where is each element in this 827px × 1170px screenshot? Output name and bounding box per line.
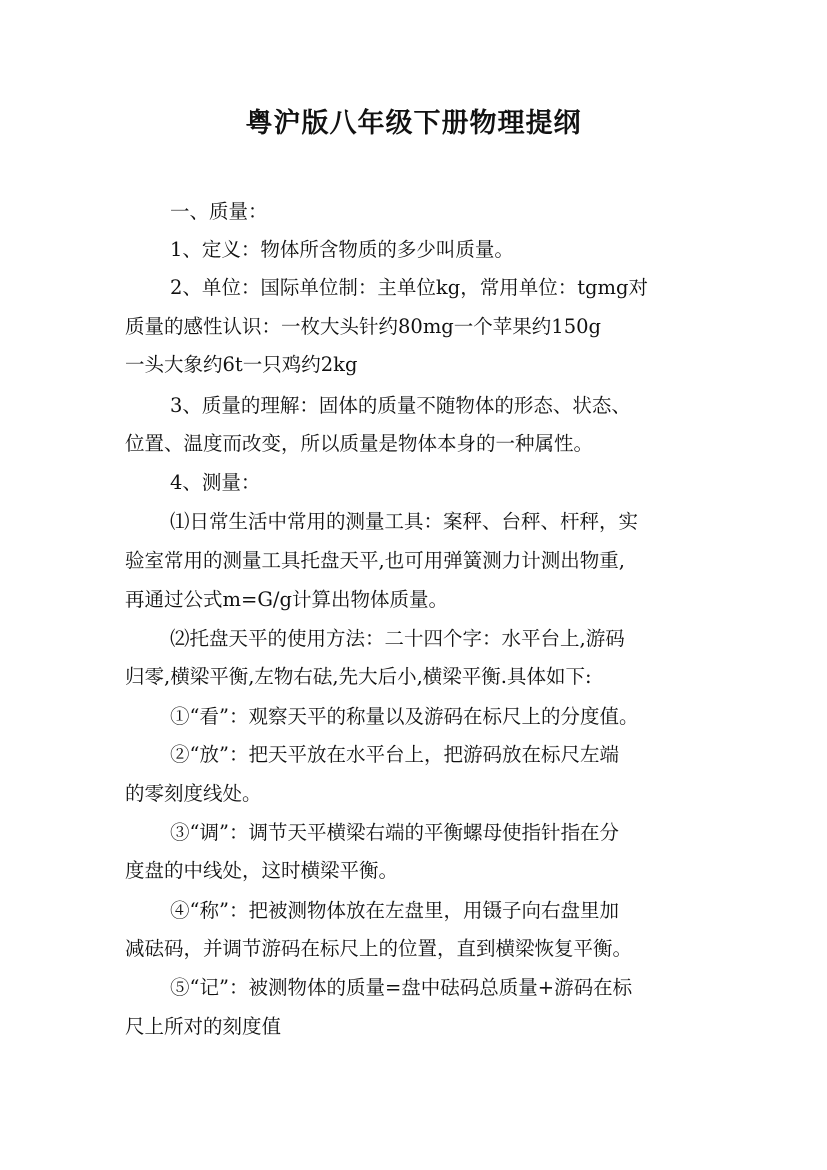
step-weigh-line-1: ④“称”：把被测物体放在左盘里，用镊子向右盘里加 [170, 899, 619, 922]
section-heading-mass: 一、质量： [170, 200, 268, 223]
step-adjust-line-2: 度盘的中线处，这时横梁平衡。 [125, 859, 399, 882]
step-record-line-2: 尺上所对的刻度值 [125, 1015, 282, 1038]
step-adjust-line-1: ③“调”：调节天平横梁右端的平衡螺母使指针指在分 [170, 821, 619, 844]
step-place-line-1: ②“放”：把天平放在水平台上，把游码放在标尺左端 [170, 743, 619, 766]
mass-examples-line: 一头大象约6t一只鸡约2kg [125, 353, 358, 376]
mass-understanding-line-2: 位置、温度而改变，所以质量是物体本身的一种属性。 [125, 432, 594, 455]
document-title: 粤沪版八年级下册物理提纲 [245, 108, 582, 139]
step-look-line: ①“看”：观察天平的称量以及游码在标尺上的分度值。 [170, 705, 639, 728]
balance-usage-line-1: ⑵托盘天平的使用方法：二十四个字：水平台上,游码 [170, 627, 625, 650]
tools-line-3: 再通过公式m=G/g计算出物体质量。 [125, 588, 448, 611]
unit-line: 2、单位：国际单位制：主单位kg，常用单位：tgmg对 [170, 276, 648, 299]
definition-line: 1、定义：物体所含物质的多少叫质量。 [170, 238, 514, 261]
mass-sense-line: 质量的感性认识：一枚大头针约80mg一个苹果约150g [125, 315, 601, 338]
step-place-line-2: 的零刻度线处。 [125, 782, 262, 805]
mass-understanding-line-1: 3、质量的理解：固体的质量不随物体的形态、状态、 [170, 394, 631, 417]
tools-line-1: ⑴日常生活中常用的测量工具：案秤、台秤、杆秤，实 [170, 510, 639, 533]
balance-usage-line-2: 归零,横梁平衡,左物右砝,先大后小,横梁平衡.具体如下: [125, 665, 592, 688]
tools-line-2: 验室常用的测量工具托盘天平,也可用弹簧测力计测出物重, [125, 549, 625, 572]
measurement-heading: 4、测量： [170, 471, 261, 494]
step-record-line-1: ⑤“记”：被测物体的质量=盘中砝码总质量+游码在标 [170, 976, 633, 999]
step-weigh-line-2: 减砝码，并调节游码在标尺上的位置，直到横梁恢复平衡。 [125, 937, 633, 960]
